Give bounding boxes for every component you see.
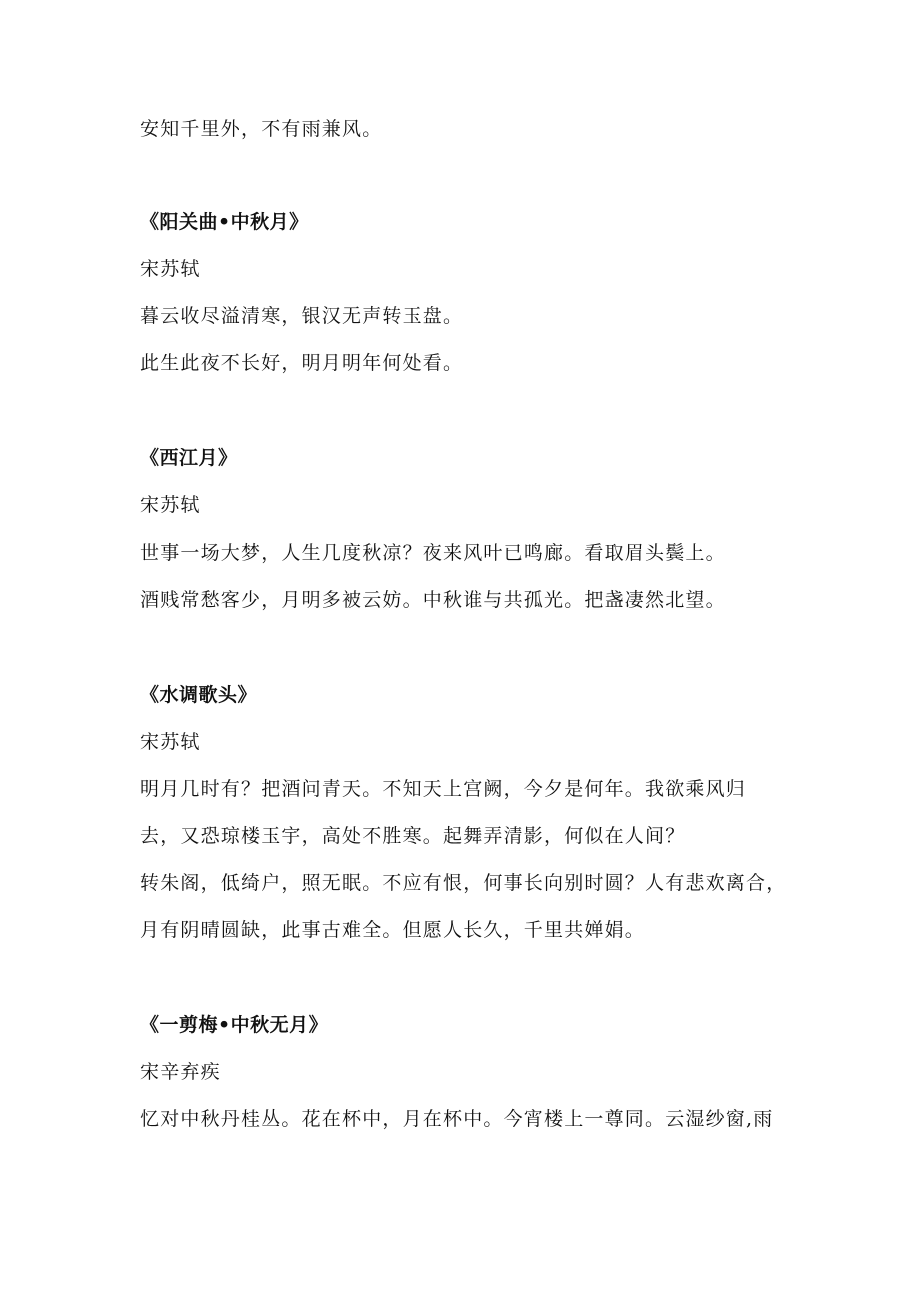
poem-author: 宋苏轼: [140, 258, 201, 280]
poem-line: 酒贱常愁客少，月明多被云妨。中秋谁与共孤光。把盏凄然北望。: [140, 589, 726, 611]
poem-line: 去，又恐琼楼玉宇，高处不胜寒。起舞弄清影，何似在人间？: [140, 825, 686, 847]
poem-title: 《水调歌头》: [140, 684, 258, 706]
poem-line: 此生此夜不长好，明月明年何处看。: [140, 352, 464, 374]
poem-line: 安知千里外，不有雨兼风。: [140, 118, 383, 140]
poem-line: 忆对中秋丹桂丛。花在杯中，月在杯中。今宵楼上一尊同。云湿纱窗,雨: [140, 1108, 774, 1130]
poem-author: 宋辛弃疾: [140, 1061, 221, 1083]
poem-line: 月有阴晴圆缺，此事古难全。但愿人长久，千里共婵娟。: [140, 919, 646, 941]
poem-title: 《阳关曲•中秋月》: [140, 211, 309, 233]
poem-line: 暮云收尽溢清寒，银汉无声转玉盘。: [140, 305, 464, 327]
poem-title: 《一剪梅•中秋无月》: [140, 1014, 329, 1036]
poem-author: 宋苏轼: [140, 731, 201, 753]
poem-line: 明月几时有？把酒问青天。不知天上宫阙，今夕是何年。我欲乘风归: [140, 778, 747, 800]
poem-line: 世事一场大梦，人生几度秋凉？夜来风叶已鸣廊。看取眉头鬓上。: [140, 542, 726, 564]
poem-line: 转朱阁，低绮户，照无眠。不应有恨，何事长向别时圆？人有悲欢离合，: [140, 872, 787, 894]
poem-title: 《西江月》: [140, 447, 238, 469]
poem-author: 宋苏轼: [140, 494, 201, 516]
